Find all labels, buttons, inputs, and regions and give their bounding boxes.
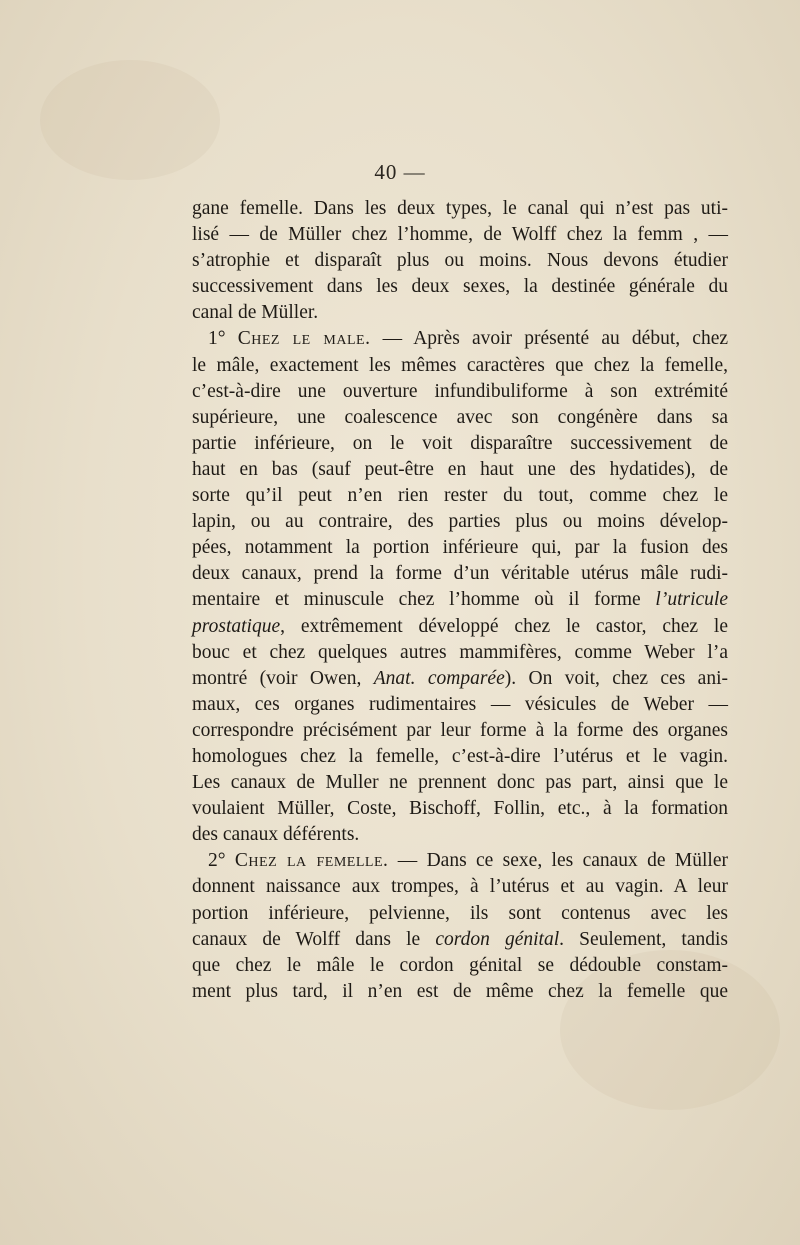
text-run: successivement dans les deux sexes, la destinée générale du [192,276,728,298]
text-run: , extrêmement développé chez le castor, chez le [280,615,728,637]
text-line [192,614,728,640]
text-line [192,248,728,274]
text-run: 1° [208,328,238,350]
italic-text: Anat. comparée [373,667,505,689]
text-run: ment plus tard, il n’en est de même chez la femelle que [192,980,728,1002]
text-line [192,222,728,248]
italic-text: cordon génital [435,928,560,950]
text-run: haut en bas (sauf peut-être en haut une des hydatides), de [192,458,728,480]
text-run: montré (voir Owen, [192,667,374,689]
text-line [192,561,728,587]
text-run: voulaient Müller, Coste, Bischoff, Follin, etc., à la formation [192,798,728,820]
text-run: donnent naissance aux trompes, à l’utérus et au vagin. A leur [192,876,728,898]
text-run: canaux de Wolff dans le [192,928,436,950]
text-run: Les canaux de Muller ne prennent donc pas part, ainsi que le [192,772,728,794]
text-run: c’est-à-dire une ouverture infundibuliforme à son extrémité [192,380,728,402]
text-line [192,718,728,744]
text-run: partie inférieure, on le voit disparaître successivement de [192,432,728,454]
text-run: . Seulement, tandis [559,928,728,950]
text-run: — Après avoir présenté au début, chez [370,328,728,350]
text-line [192,666,728,692]
text-run: ). On voit, chez ces ani- [504,667,729,689]
text-line [192,770,728,796]
text-line [192,953,728,979]
body-text [192,196,728,1005]
text-run: — Dans ce sexe, les canaux de Müller [388,850,728,872]
text-line [192,979,728,1005]
text-run: supérieure, une coalescence avec son congénère dans sa [192,406,728,428]
text-run: 2° [208,850,235,872]
italic-text: l’utricule [655,589,728,611]
text-line [192,353,728,379]
text-run: le mâle, exactement les mêmes caractères que chez la femelle, [192,354,728,376]
text-line [192,874,728,900]
text-run: s’atrophie et disparaît plus ou moins. Nous devons étudier [192,250,728,272]
text-run: gane femelle. Dans les deux types, le canal qui n’est pas uti- [192,198,728,219]
text-run: que chez le mâle le cordon génital se dédouble constam- [192,954,728,976]
text-line [192,848,728,874]
italic-text: prostatique [192,615,281,637]
text-run: canal de Müller. [192,302,319,324]
text-line [192,379,728,405]
text-line [192,274,728,300]
text-run: correspondre précisément par leur forme à la forme des organes [192,719,728,741]
text-line [192,587,728,613]
section-heading: Chez la femelle. [234,850,389,872]
text-line [192,431,728,457]
text-line [192,457,728,483]
text-line [192,822,728,848]
text-line [192,692,728,718]
text-run: portion inférieure, pelvienne, ils sont contenus avec les [192,902,728,924]
text-run: mentaire et minuscule chez l’homme où il forme [192,589,656,611]
text-line [192,901,728,927]
text-run: lapin, ou au contraire, des parties plus ou moins dévelop- [192,511,728,533]
text-run: homologues chez la femelle, c’est-à-dire l’utérus et le vagin. [192,745,728,767]
text-run: deux canaux, prend la forme d’un véritable utérus mâle rudi- [192,563,728,585]
text-run: bouc et chez quelques autres mammifères, comme Weber l’a [192,641,728,663]
text-line [192,535,728,561]
text-line [192,326,728,352]
text-line [192,509,728,535]
text-run: sorte qu’il peut n’en rien rester du tout, comme chez le [192,485,728,507]
text-run: lisé — de Müller chez l’homme, de Wolff chez la femm , — [192,224,728,246]
text-line [192,405,728,431]
text-line [192,196,728,222]
text-line [192,744,728,770]
text-run: maux, ces organes rudimentaires — vésicules de Weber — [192,693,728,715]
text-line [192,640,728,666]
page-number: 40 — [374,160,426,184]
text-line [192,796,728,822]
text-line [192,483,728,509]
text-run: pées, notamment la portion inférieure qui, par la fusion des [192,537,728,559]
text-run: des canaux déférents. [192,824,360,846]
text-line [192,300,728,326]
section-heading: Chez le male. [237,328,371,350]
text-line [192,927,728,953]
